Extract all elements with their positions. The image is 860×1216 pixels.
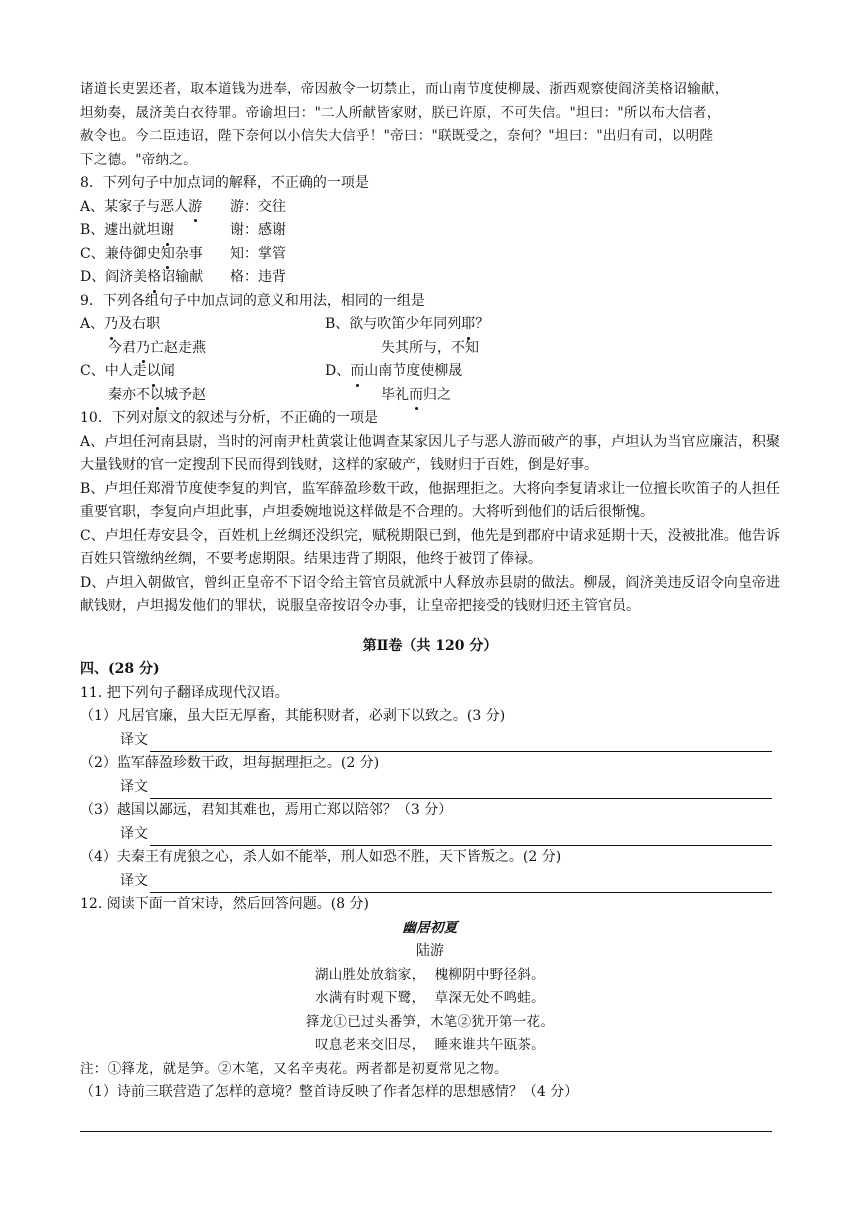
- option-text: D、: [325, 363, 351, 379]
- option-row: [80, 337, 780, 361]
- answer-row: [80, 870, 780, 894]
- question-stem: 11. 把下列句子翻译成现代汉语。: [80, 684, 289, 701]
- option-gloss: 谢：感谢: [230, 222, 286, 238]
- dotted-word: 以: [147, 360, 161, 384]
- option-row: [80, 243, 780, 267]
- option-text: 秦亦不: [108, 386, 150, 403]
- option-text: 归之: [423, 386, 451, 403]
- answer-line[interactable]: [150, 780, 772, 799]
- option-text: B、遽出就坦: [80, 222, 161, 238]
- dotted-word: 格: [147, 266, 161, 290]
- option-text: 亡赵走燕: [150, 339, 206, 356]
- dotted-word: 而: [350, 360, 364, 384]
- dotted-word: 而: [409, 384, 423, 408]
- dotted-word: 知: [161, 243, 175, 267]
- answer-row: [80, 776, 780, 800]
- question-12: [80, 893, 780, 1132]
- option-text: 失其所与，不知: [381, 339, 479, 356]
- option-gloss: 游：交往: [230, 198, 286, 215]
- question-stem: 9．下列各组句子中加点词的意义和用法，相同的一组是: [80, 292, 425, 309]
- question-11: [80, 682, 780, 894]
- poem-note: 注：①箨龙，就是笋。②木笔，又名辛夷花。两者都是初夏常见之物。: [80, 1060, 508, 1077]
- poem-line: 湖山胜处放翁家， 槐柳阴中野径斜。: [315, 966, 545, 983]
- answer-row: [80, 729, 780, 753]
- poem-line: 水满有时观下鹭， 草深无处不鸣蛙。: [315, 990, 545, 1006]
- option-text: A、: [80, 316, 105, 332]
- question-10: [80, 407, 780, 619]
- poem-line: 箨龙①已过头番笋，木笔②犹开第一花。: [305, 1013, 555, 1030]
- passage-line: 下之德。"帝纳之。: [80, 151, 197, 168]
- option-paragraph: A、卢坦任河南县尉，当时的河南尹杜黄裳让他调查某家因儿子与恶人游而破产的事，卢坦认为当官应廉洁，积聚大量钱财的官一定搜刮下民而得到钱财，这样的家破产，钱财归于百姓，倒是好事。: [80, 433, 780, 473]
- option-text: 闻: [160, 363, 175, 379]
- option-text: 今君: [108, 339, 136, 356]
- option-text: ？: [475, 316, 490, 332]
- question-8: [80, 172, 780, 290]
- option-row: [80, 384, 780, 408]
- translate-item: （4）夫秦王有虎狼之心，杀人如不能举，刑人如恐不胜，天下皆叛之。(2 分): [80, 849, 562, 865]
- question-stem: 10．下列对原文的叙述与分析，不正确的一项是: [80, 410, 378, 426]
- option-row: [80, 196, 780, 220]
- option-text: C、兼侍御史: [80, 245, 161, 262]
- poem-title: 幽居初夏: [402, 919, 458, 936]
- option-text: A、某家子与恶人: [80, 198, 189, 215]
- sub-question: （1）诗前三联营造了怎样的意境？整首诗反映了作者怎样的思想感情？（4 分）: [80, 1084, 579, 1100]
- translation-label: 译文: [120, 731, 148, 748]
- poem-line: 叹息老来交旧尽， 睡来谁共午瓯茶。: [315, 1037, 545, 1053]
- question-stem: 8．下列句子中加点词的解释，不正确的一项是: [80, 175, 369, 191]
- dotted-word: 以: [150, 384, 164, 408]
- translate-item: （3）越国以鄙远，君知其难也，焉用亡郑以陪邻？（3 分）: [80, 802, 453, 818]
- passage-line: 坦劾奏，晟济美白衣待罪。帝谕坦曰："二人所献皆家财，朕已许原，不可失信。"坦曰："所以布大信者，: [80, 104, 721, 121]
- dotted-word: 耶: [461, 313, 475, 337]
- answer-line[interactable]: [80, 1119, 772, 1132]
- option-gloss: 知：掌管: [230, 245, 286, 262]
- passage-line: 赦令也。今二臣违诏，陛下奈何以小信失大信乎！"帝曰："联既受之，奈何？"坦曰："出归有司，以明陛: [80, 128, 714, 144]
- option-row: [80, 313, 780, 337]
- option-row: [80, 360, 780, 384]
- option-text: B、欲与吹笛少年同列: [325, 316, 462, 332]
- question-stem: 12. 阅读下面一首宋诗，然后回答问题。(8 分): [80, 896, 369, 912]
- answer-line[interactable]: [150, 733, 772, 752]
- section-4-heading: 四、(28 分): [80, 661, 160, 677]
- translate-item: （2）监军薛盈珍数干政，坦每据理拒之。(2 分): [80, 755, 380, 771]
- option-gloss: 格：违背: [230, 269, 286, 285]
- dotted-word: 乃: [104, 313, 118, 337]
- translation-label: 译文: [120, 872, 148, 889]
- passage-text: [80, 78, 780, 172]
- translation-label: 译文: [120, 825, 148, 842]
- option-text: 诏输献: [161, 269, 204, 285]
- answer-row: [80, 823, 780, 847]
- question-9: [80, 290, 780, 408]
- dotted-word: 乃: [136, 337, 150, 361]
- option-paragraph: C、卢坦任寿安县令，百姓机上丝绸还没织完，赋税期限已到，他先是到郡府中请求延期十天，没被批准。他告诉百姓只管缴纳丝绸，不要考虑期限。结果违背了期限，他终于被罚了俸禄。: [80, 527, 780, 567]
- translation-label: 译文: [120, 778, 148, 795]
- option-text: 及右职: [118, 316, 161, 332]
- passage-line: 诸道长吏罢还者，取本道钱为进奉，帝因赦令一切禁止，而山南节度使柳晟、浙西观察使阎济美格诏输献，: [80, 81, 729, 97]
- option-text: 山南节度使柳晟: [364, 363, 463, 379]
- option-row: [80, 266, 780, 290]
- dotted-word: 谢: [160, 219, 174, 243]
- option-text: D、阎济美: [80, 269, 148, 285]
- option-paragraph: D、卢坦入朝做官，曾纠正皇帝不下诏令给主管官员就派中人释放赤县尉的做法。柳晟，阎济美违反诏令向皇帝进献钱财，卢坦揭发他们的罪状，说服皇帝按诏令办事，让皇帝把接受的钱财归还主管官员。: [80, 574, 780, 614]
- part-2-title: 第Ⅱ卷（共 120 分）: [362, 637, 498, 654]
- answer-line[interactable]: [150, 874, 772, 893]
- option-row: [80, 219, 780, 243]
- dotted-word: 游: [188, 196, 202, 220]
- poet-name: 陆游: [416, 943, 444, 959]
- option-text: C、中人走: [80, 363, 147, 379]
- option-text: 城予赵: [164, 386, 206, 403]
- option-text: 毕礼: [381, 386, 409, 403]
- exam-page: [80, 78, 780, 1132]
- option-text: 杂事: [174, 245, 203, 262]
- answer-line[interactable]: [150, 827, 772, 846]
- option-paragraph: B、卢坦任郑滑节度使李复的判官，监军薛盈珍数干政，他据理拒之。大将向李复请求让一位擅长吹笛子的人担任重要官职，李复向卢坦此事，卢坦委婉地说这样做是不合理的。大将听到他们的话后很惭愧。: [80, 480, 780, 520]
- translate-item: （1）凡居官廉，虽大臣无厚畜，其能积财者，必剥下以致之。(3 分): [80, 708, 506, 724]
